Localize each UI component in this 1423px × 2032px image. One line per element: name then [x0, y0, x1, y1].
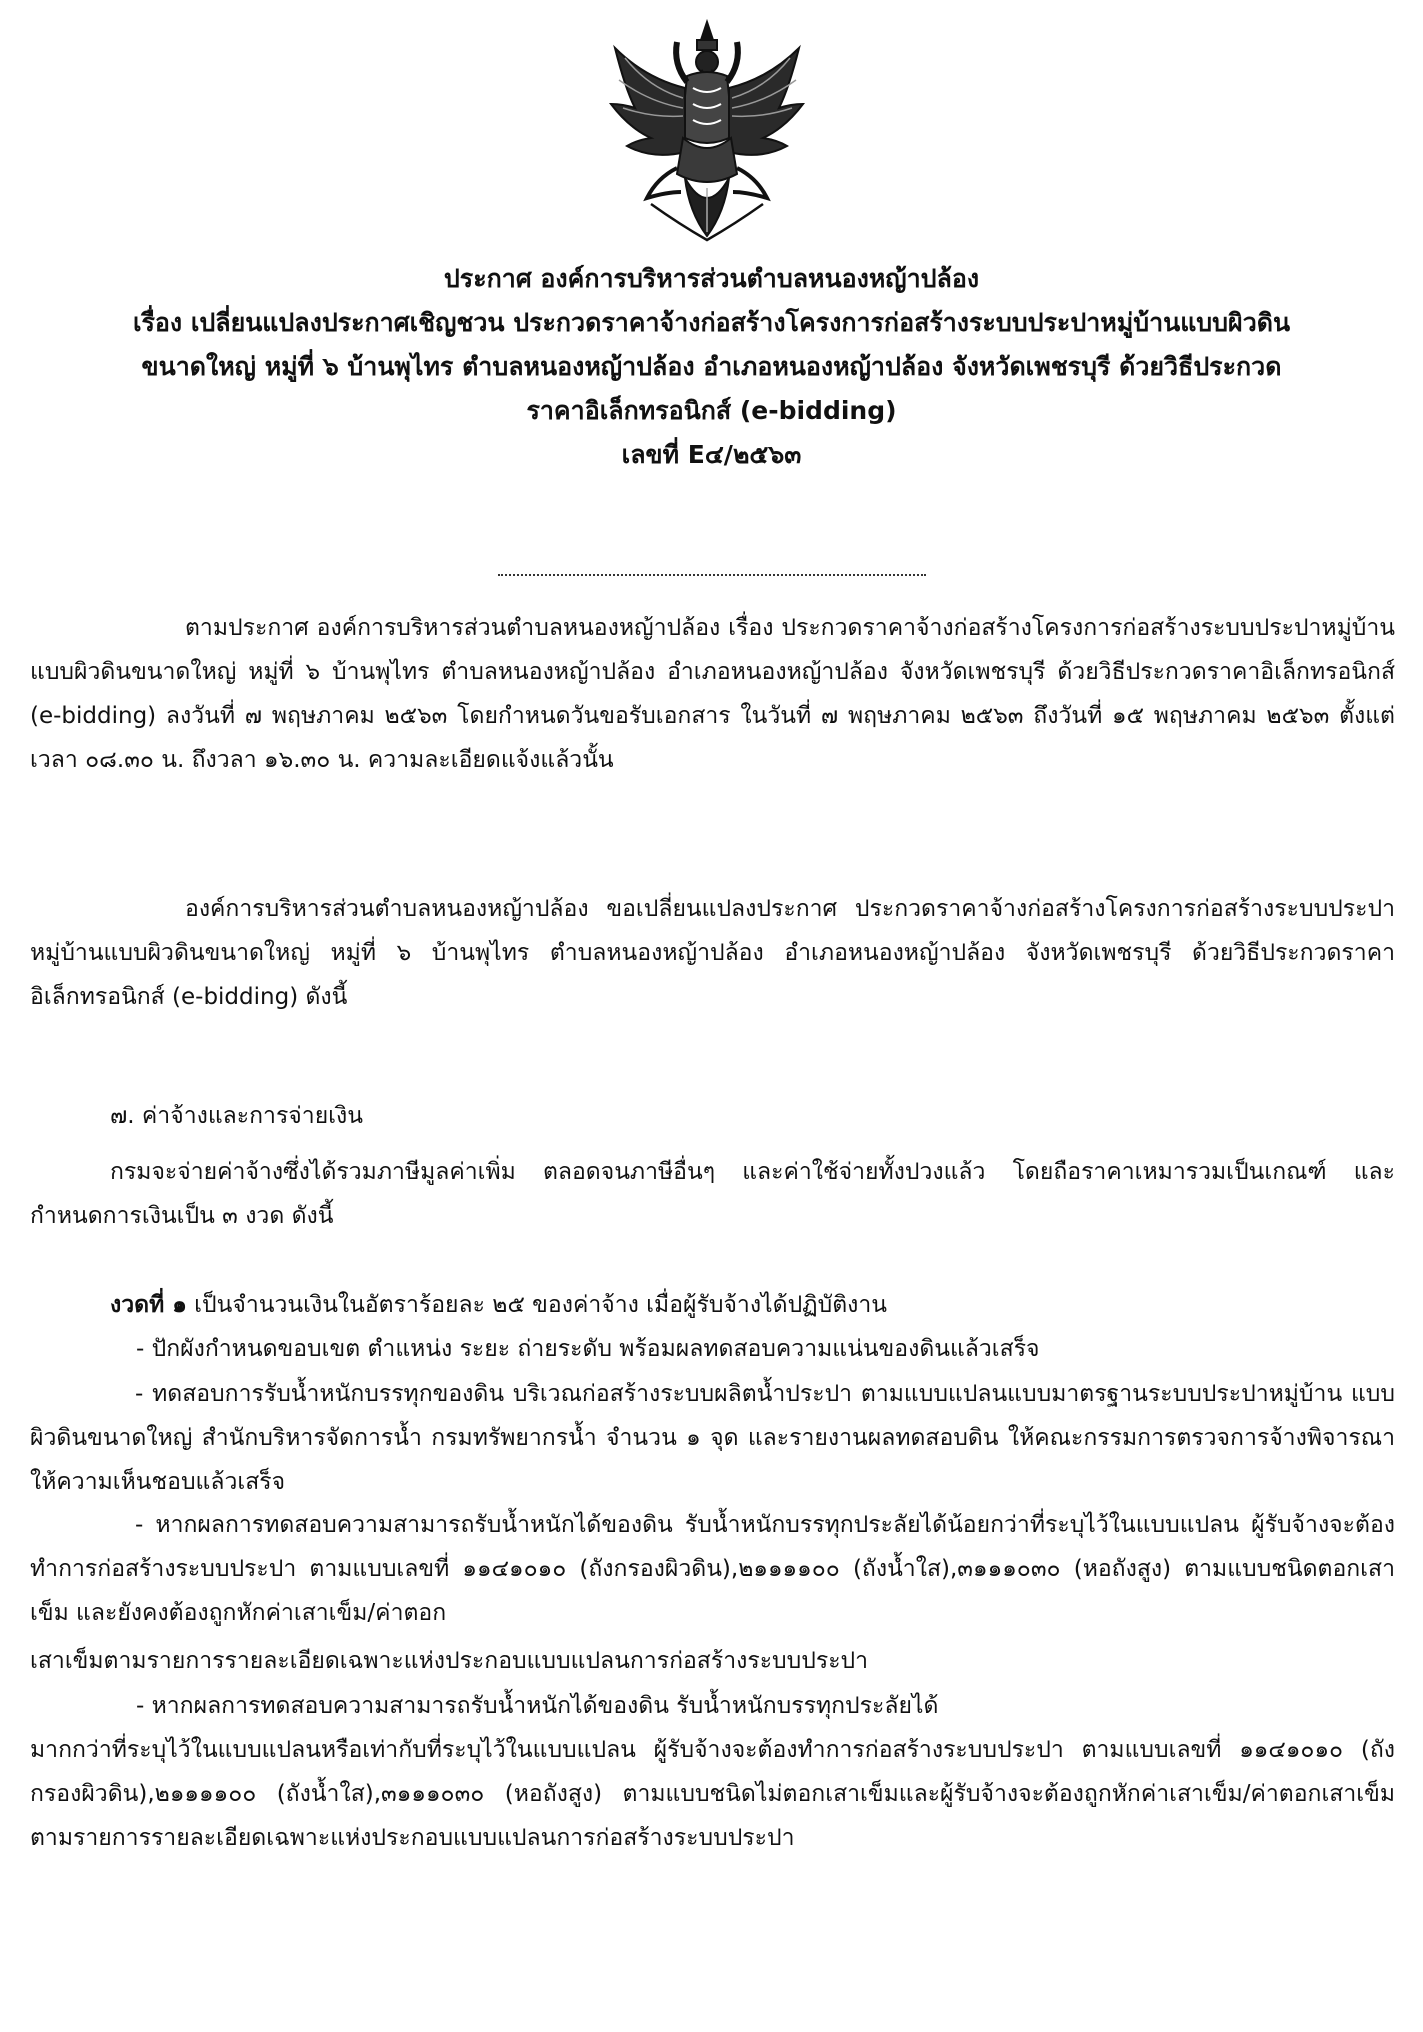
installment-1 — [110, 1283, 887, 1327]
header-line-5: เลขที่ E๔/๒๕๖๓ — [621, 440, 802, 469]
section-7-heading: ๗. ค่าจ้างและการจ่ายเงิน — [110, 1103, 363, 1129]
bullet-3: - หากผลการทดสอบความสามารถรับน้ำหนักได้ของดิน รับน้ำหนักบรรทุกประลัยได้น้อยกว่าที่ระบุไว้ในแบบแปลน ผู้รับจ้างจะต้องทำการก่อสร้างระบบประปา ตามแบบเลขที่ ๑๑๔๑๐๑๐ (ถังกรองผิวดิน),๒๑๑๑๑๐๐ (ถังน้ำใส),๓๑๑๑๐๓๐ (หอถังสูง) ตามแบบชนิดตอกเสาเข็ม และยังคงต้องถูกหักค่าเสาเข็ม/ค่าตอก — [30, 1512, 1395, 1626]
bullet-2: - ทดสอบการรับน้ำหนักบรรทุกของดิน บริเวณก่อสร้างระบบผลิตน้ำประปา ตามแบบแปลนแบบมาตรฐานระบบประปาหมู่บ้าน แบบผิวดินขนาดใหญ่ สำนักบริหารจัดการน้ำ กรมทรัพยากรน้ำ จำนวน ๑ จุด และรายงานผลทดสอบดิน ให้คณะกรรมการตรวจการจ้างพิจารณาให้ความเห็นชอบแล้วเสร็จ — [30, 1381, 1395, 1495]
header-line-4: ราคาอิเล็กทรอนิกส์ (e-bidding) — [526, 396, 897, 425]
header-line-3: ขนาดใหญ่ หมู่ที่ ๖ บ้านพุไทร ตำบลหนองหญ้าปล้อง อำเภอหนองหญ้าปล้อง จังหวัดเพชรบุรี ด้วยวิธีประกวด — [141, 352, 1282, 381]
announcement-header — [40, 257, 1383, 477]
garuda-emblem-icon — [605, 18, 810, 243]
dotted-divider — [498, 574, 926, 576]
header-line-1: ประกาศ องค์การบริหารส่วนตำบลหนองหญ้าปล้อง — [443, 264, 980, 293]
bullet-4-continued: มากกว่าที่ระบุไว้ในแบบแปลนหรือเท่ากับที่ระบุไว้ในแบบแปลน ผู้รับจ้างจะต้องทำการก่อสร้างระบบประปา ตามแบบเลขที่ ๑๑๔๑๐๑๐ (ถังกรองผิวดิน),๒๑๑๑๑๐๐ (ถังน้ำใส),๓๑๑๑๐๓๐ (หอถังสูง) ตามแบบชนิดไม่ตอกเสาเข็มและผู้รับจ้างจะต้องถูกหักค่าเสาเข็ม/ค่าตอกเสาเข็มตามรายการรายละเอียดเฉพาะแห่งประกอบแบบแปลนการก่อสร้างระบบประปา — [30, 1737, 1395, 1851]
installment-1-text: เป็นจำนวนเงินในอัตราร้อยละ ๒๕ ของค่าจ้าง เมื่อผู้รับจ้างได้ปฏิบัติงาน — [186, 1292, 888, 1318]
paragraph-2: องค์การบริหารส่วนตำบลหนองหญ้าปล้อง ขอเปลี่ยนแปลงประกาศ ประกวดราคาจ้างก่อสร้างโครงการก่อสร้างระบบประปาหมู่บ้านแบบผิวดินขนาดใหญ่ หมู่ที่ ๖ บ้านพุไทร ตำบลหนองหญ้าปล้อง อำเภอหนองหญ้าปล้อง จังหวัดเพชรบุรี ด้วยวิธีประกวดราคาอิเล็กทรอนิกส์ (e-bidding) ดังนี้ — [30, 896, 1395, 1010]
installment-1-label: งวดที่ ๑ — [110, 1292, 187, 1318]
bullet-4: - หากผลการทดสอบความสามารถรับน้ำหนักได้ของดิน รับน้ำหนักบรรทุกประลัยได้ — [136, 1693, 939, 1719]
header-line-2: เรื่อง เปลี่ยนแปลงประกาศเชิญชวน ประกวดราคาจ้างก่อสร้างโครงการก่อสร้างระบบประปาหมู่บ้านแบบผิวดิน — [132, 308, 1291, 337]
paragraph-1: ตามประกาศ องค์การบริหารส่วนตำบลหนองหญ้าปล้อง เรื่อง ประกวดราคาจ้างก่อสร้างโครงการก่อสร้างระบบประปาหมู่บ้านแบบผิวดินขนาดใหญ่ หมู่ที่ ๖ บ้านพุไทร ตำบลหนองหญ้าปล้อง อำเภอหนองหญ้าปล้อง จังหวัดเพชรบุรี ด้วยวิธีประกวดราคาอิเล็กทรอนิกส์ (e-bidding) ลงวันที่ ๗ พฤษภาคม ๒๕๖๓ โดยกำหนดวันขอรับเอกสาร ในวันที่ ๗ พฤษภาคม ๒๕๖๓ ถึงวันที่ ๑๕ พฤษภาคม ๒๕๖๓ ตั้งแต่เวลา ๐๘.๓๐ น. ถึงวลา ๑๖.๓๐ น. ความละเอียดแจ้งแล้วนั้น — [30, 615, 1395, 773]
bullet-3-continued: เสาเข็มตามรายการรายละเอียดเฉพาะแห่งประกอบแบบแปลนการก่อสร้างระบบประปา — [30, 1648, 869, 1674]
bullet-1: - ปักผังกำหนดขอบเขต ตำแหน่ง ระยะ ถ่ายระดับ พร้อมผลทดสอบความแน่นของดินแล้วเสร็จ — [136, 1336, 1040, 1362]
paragraph-3: กรมจะจ่ายค่าจ้างซึ่งได้รวมภาษีมูลค่าเพิ่ม ตลอดจนภาษีอื่นๆ และค่าใช้จ่ายทั้งปวงแล้ว โดยถือราคาเหมารวมเป็นเกณฑ์ และกำหนดการเงินเป็น ๓ งวด ดังนี้ — [30, 1159, 1395, 1229]
